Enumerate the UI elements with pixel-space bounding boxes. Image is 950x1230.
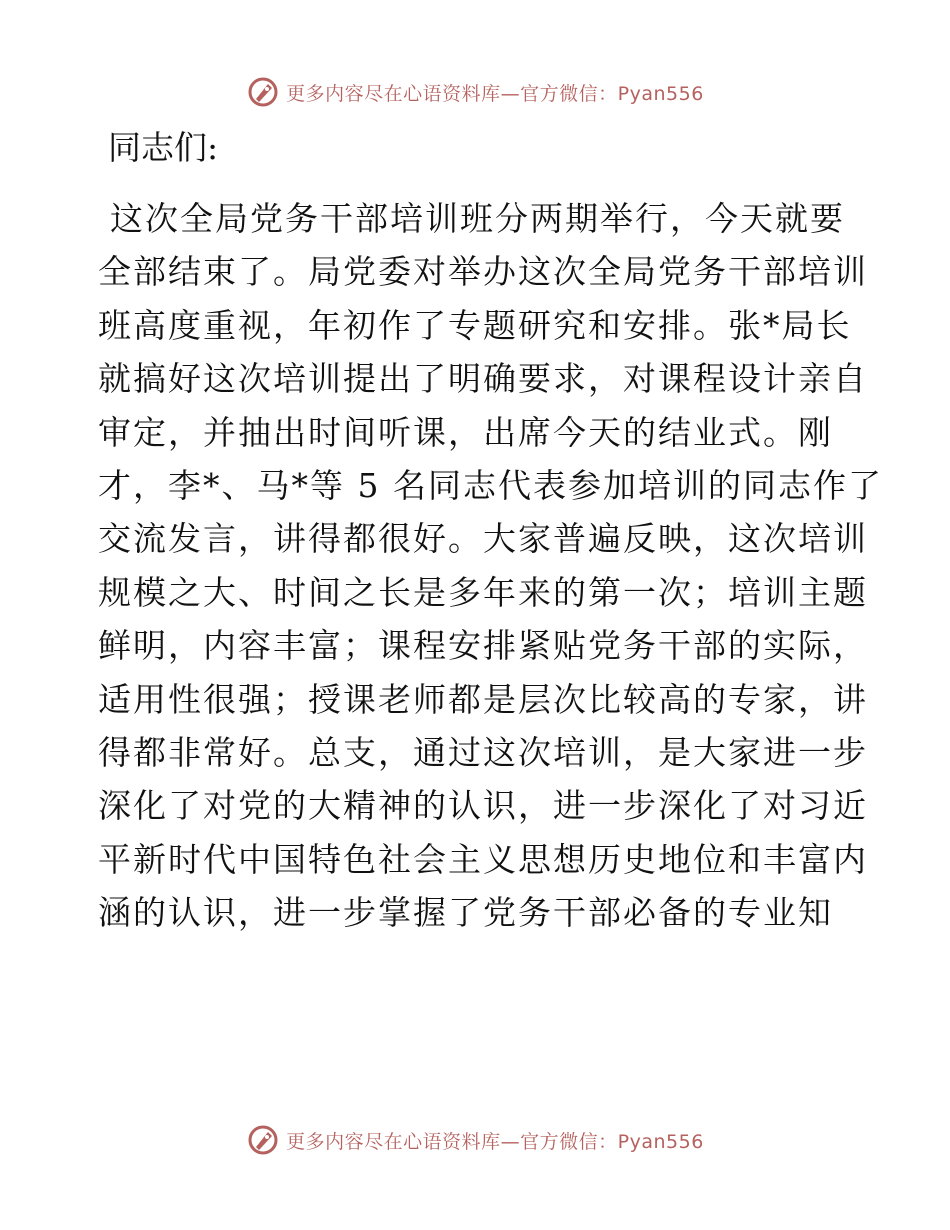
watermark-text: 更多内容尽在心语资料库—官方微信：Pyan556	[286, 82, 704, 105]
salutation: 同志们:	[108, 128, 219, 167]
header-watermark	[0, 72, 950, 112]
footer-watermark	[0, 1120, 950, 1160]
body-line: 规模之大、时间之长是多年来的第一次；培训主题	[98, 572, 868, 612]
body-line: 适用性很强；授课老师都是层次比较高的专家，讲	[98, 679, 868, 719]
body-line: 这次全局党务干部培训班分两期举行，今天就要	[110, 199, 845, 238]
body-line: 全部结束了。局党委对举办这次全局党务干部培训	[98, 252, 868, 292]
body-line: 交流发言，讲得都很好。大家普遍反映，这次培训	[98, 519, 868, 559]
body-line: 深化了对党的大精神的认识，进一步深化了对习近	[98, 786, 868, 826]
pen-nib-circle-icon	[246, 1123, 280, 1157]
document-body	[98, 192, 883, 939]
watermark-text: 更多内容尽在心语资料库—官方微信：Pyan556	[286, 1130, 704, 1153]
body-line: 涵的认识，进一步掌握了党务干部必备的专业知	[98, 893, 833, 933]
body-line: 才，李*、马*等 5 名同志代表参加培训的同志作了	[98, 465, 883, 505]
body-line: 审定，并抽出时间听课，出席今天的结业式。刚	[98, 412, 833, 452]
body-line: 得都非常好。总支，通过这次培训，是大家进一步	[98, 732, 868, 772]
body-line: 平新时代中国特色社会主义思想历史地位和丰富内	[98, 839, 868, 879]
body-line: 鲜明，内容丰富；课程安排紧贴党务干部的实际，	[98, 626, 868, 666]
body-line: 就搞好这次培训提出了明确要求，对课程设计亲自	[98, 359, 868, 399]
pen-nib-circle-icon	[246, 75, 280, 109]
body-line: 班高度重视，年初作了专题研究和安排。张*局长	[98, 305, 852, 345]
